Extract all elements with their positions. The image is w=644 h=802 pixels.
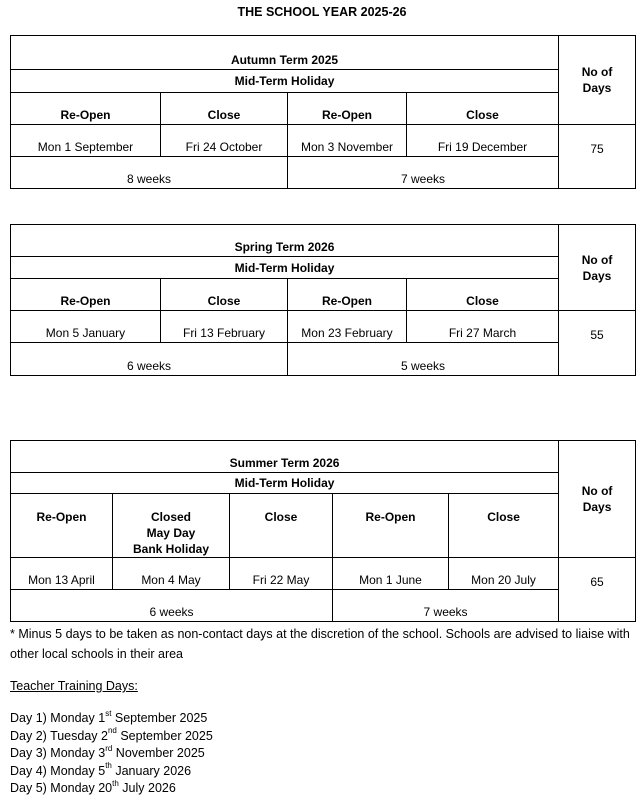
- date-cell: Mon 3 November: [288, 125, 407, 157]
- col-header-reopen: Re-Open: [288, 279, 407, 311]
- date-cell: Fri 13 February: [161, 311, 288, 343]
- col-header-reopen: Re-Open: [288, 93, 407, 125]
- weeks-cell: 7 weeks: [333, 590, 559, 622]
- weeks-cell: 8 weeks: [11, 157, 288, 189]
- date-cell: Fri 24 October: [161, 125, 288, 157]
- training-days-title: Teacher Training Days:: [10, 679, 138, 693]
- date-cell: Mon 1 September: [11, 125, 161, 157]
- midterm-label: Mid-Term Holiday: [11, 473, 559, 494]
- summer-term-table: [10, 440, 636, 622]
- days-label: No of: [581, 65, 613, 79]
- term-name: Spring Term 2026: [11, 225, 559, 257]
- col-header-reopen: Re-Open: [333, 494, 449, 558]
- weeks-cell: 6 weeks: [11, 590, 333, 622]
- autumn-term-table: [10, 35, 636, 189]
- date-cell: Fri 27 March: [407, 311, 559, 343]
- days-count: 65: [559, 558, 636, 622]
- spring-term-table: [10, 224, 636, 376]
- training-day-item: Day 2) Tuesday 2nd September 2025: [10, 726, 213, 743]
- col-header-reopen: Re-Open: [11, 279, 161, 311]
- term-name: Autumn Term 2025: [11, 36, 559, 70]
- col-header-close: Close: [449, 494, 559, 558]
- col-header-closed-bank-holiday: [113, 494, 230, 558]
- days-label: No of: [581, 252, 613, 267]
- date-cell: Fri 22 May: [230, 558, 333, 590]
- date-cell: Mon 20 July: [449, 558, 559, 590]
- footnote: * Minus 5 days to be taken as non-contact days at the discretion of the school. Schools are advised to liaise with other local schools in their area: [10, 627, 630, 661]
- weeks-cell: 7 weeks: [288, 157, 559, 189]
- closed-label: Closed: [150, 510, 191, 524]
- col-header-close: Close: [407, 93, 559, 125]
- training-days-list: [10, 710, 213, 798]
- date-cell: Mon 4 May: [113, 558, 230, 590]
- term-name: Summer Term 2026: [11, 441, 559, 473]
- page-title: THE SCHOOL YEAR 2025-26: [237, 5, 407, 19]
- days-label: Days: [582, 268, 612, 283]
- days-header: [559, 225, 636, 311]
- col-header-close: Close: [161, 279, 288, 311]
- midterm-label: Mid-Term Holiday: [11, 70, 559, 93]
- days-header: [559, 441, 636, 558]
- days-label: Days: [582, 500, 612, 514]
- col-header-close: Close: [161, 93, 288, 125]
- training-day-item: Day 3) Monday 3rd November 2025: [10, 743, 205, 760]
- weeks-cell: 5 weeks: [288, 343, 559, 376]
- col-header-close: Close: [230, 494, 333, 558]
- days-header: [559, 36, 636, 125]
- days-count: 75: [559, 125, 636, 189]
- date-cell: Fri 19 December: [407, 125, 559, 157]
- days-label: Days: [582, 81, 612, 95]
- days-count: 55: [559, 311, 636, 376]
- col-header-close: Close: [407, 279, 559, 311]
- may-day-label: May Day: [146, 526, 196, 540]
- col-header-reopen: Re-Open: [11, 494, 113, 558]
- date-cell: Mon 13 April: [11, 558, 113, 590]
- col-header-reopen: Re-Open: [11, 93, 161, 125]
- date-cell: Mon 23 February: [288, 311, 407, 343]
- training-day-item: Day 5) Monday 20th July 2026: [10, 778, 176, 795]
- days-label: No of: [581, 484, 613, 498]
- bank-holiday-label: Bank Holiday: [132, 542, 210, 556]
- training-day-item: Day 1) Monday 1st September 2025: [10, 708, 208, 725]
- date-cell: Mon 5 January: [11, 311, 161, 343]
- midterm-label: Mid-Term Holiday: [11, 257, 559, 279]
- training-day-item: Day 4) Monday 5th January 2026: [10, 761, 192, 778]
- weeks-cell: 6 weeks: [11, 343, 288, 376]
- date-cell: Mon 1 June: [333, 558, 449, 590]
